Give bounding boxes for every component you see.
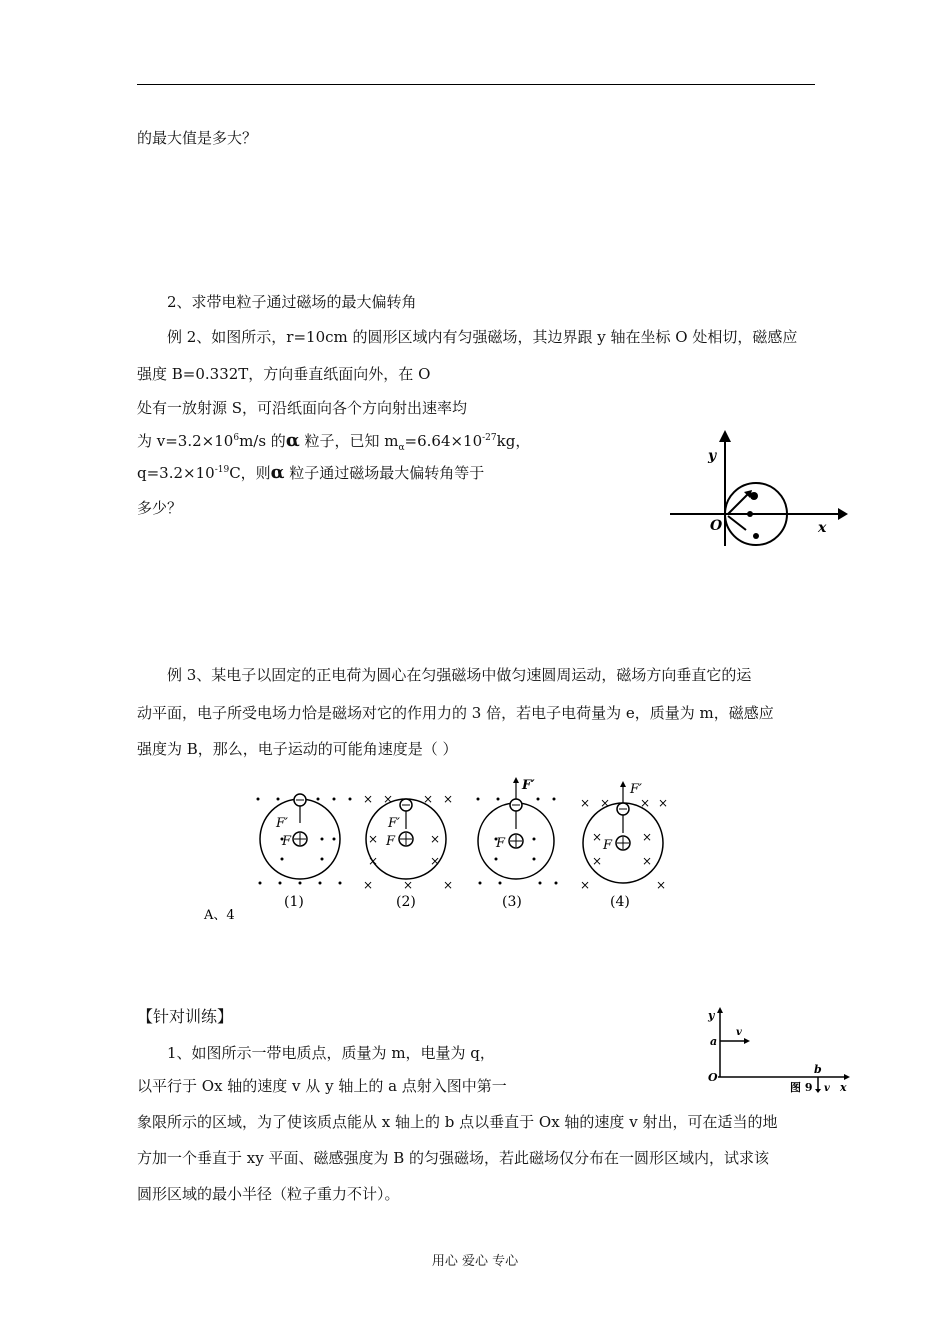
text-run: =6.64×10 [404, 432, 483, 450]
text-run: kg， [496, 432, 531, 450]
superscript: 6 [233, 433, 240, 443]
figure-axes-ab [700, 1005, 860, 1093]
point-b-label: b [814, 1063, 822, 1076]
svg-text:×: × [443, 792, 454, 806]
text-line: 方加一个垂直于 xy 平面、磁感强度为 B 的匀强磁场，若此磁场仅分布在一圆形区域内，试求该 [137, 1149, 770, 1167]
svg-text:×: × [363, 878, 374, 892]
svg-text:×: × [658, 796, 669, 810]
superscript: -27 [482, 433, 497, 443]
svg-text:×: × [640, 796, 651, 810]
svg-text:×: × [368, 854, 379, 868]
x-axis-arrow [844, 1074, 850, 1080]
text-line: 动平面，电子所受电场力恰是磁场对它的作用力的 3 倍，若电子电荷量为 e，质量为 m，磁感应 [137, 704, 774, 722]
point-a-label: a [710, 1035, 718, 1048]
y-axis-arrow [719, 430, 731, 442]
origin-label: O [708, 1071, 718, 1084]
text-line: 1、如图所示一带电质点，质量为 m，电量为 q， [167, 1044, 495, 1062]
text-line: 强度 B=0.332T，方向垂直纸面向外，在 O [137, 365, 431, 383]
option-fragment: A、4 [204, 908, 235, 923]
svg-text:×: × [600, 796, 611, 810]
text-line: 以平行于 Ox 轴的速度 v 从 y 轴上的 a 点射入图中第一 [137, 1077, 507, 1095]
text-line: 多少？ [137, 499, 183, 517]
text-run: 粒子，已知 m [299, 432, 399, 450]
f-label: F [603, 838, 613, 853]
svg-text:×: × [642, 854, 653, 868]
svg-text:×: × [642, 830, 653, 844]
svg-text:×: × [403, 878, 414, 892]
svg-text:×: × [423, 792, 434, 806]
alpha-symbol: α [285, 430, 300, 451]
panel-label: (2) [396, 894, 416, 910]
velocity-arrowhead-b [815, 1089, 821, 1093]
f-label: F [386, 834, 396, 849]
f-prime-label: F′ [522, 778, 535, 793]
text-run: C，则 [229, 464, 271, 482]
text-run: m/s 的 [239, 432, 286, 450]
svg-text:×: × [430, 832, 441, 846]
text-run: 粒子通过磁场最大偏转角等于 [284, 464, 485, 482]
text-line [137, 460, 484, 483]
text-line: 处有一放射源 S，可沿纸面向各个方向射出速率均 [137, 399, 468, 417]
v-label: v [824, 1083, 830, 1093]
text-line: 象限所示的区域，为了使该质点能从 x 轴上的 b 点以垂直于 Ox 轴的速度 v 射出，可在适当的地 [137, 1113, 778, 1131]
text-line: 圆形区域的最小半径（粒子重力不计）。 [137, 1185, 400, 1203]
figure-four-orbits [200, 775, 680, 925]
section-heading: 2、求带电粒子通过磁场的最大偏转角 [167, 293, 417, 311]
svg-text:×: × [363, 792, 374, 806]
svg-text:×: × [656, 878, 667, 892]
field-mark [753, 533, 759, 539]
panel-label: (4) [610, 894, 630, 910]
header-rule [137, 84, 815, 85]
text-run: 为 v=3.2×10 [137, 432, 234, 450]
velocity-arrowhead-a [744, 1038, 750, 1044]
svg-text:×: × [383, 792, 394, 806]
svg-text:×: × [368, 832, 379, 846]
svg-text:×: × [443, 878, 454, 892]
svg-text:×: × [592, 854, 603, 868]
text-run: q=3.2×10 [137, 464, 215, 482]
alpha-symbol: α [270, 462, 285, 483]
y-axis-arrow [717, 1007, 723, 1013]
figure-magnetic-circle [660, 428, 850, 558]
page-footer: 用心 爱心 专心 [431, 1254, 519, 1269]
text-line: 强度为 B，那么，电子运动的可能角速度是（ ） [137, 740, 458, 758]
text-line: 例 3、某电子以固定的正电荷为圆心在匀强磁场中做匀速圆周运动，磁场方向垂直它的运 [167, 666, 752, 684]
text-line [137, 428, 530, 458]
superscript: -19 [214, 465, 230, 475]
y-label: y [708, 1009, 715, 1022]
panel-label: (1) [284, 894, 304, 910]
svg-text:×: × [580, 878, 591, 892]
text-line: 例 2、如图所示，r=10cm 的圆形区域内有匀强磁场，其边界跟 y 轴在坐标 O 处相切，磁感应 [167, 328, 798, 346]
orbit-panel-3 [477, 777, 558, 910]
f-label: F [496, 836, 506, 851]
field-mark [750, 492, 758, 500]
x-label: x [840, 1081, 847, 1093]
figure-caption: 图 9 [790, 1081, 813, 1093]
x-label: x [818, 520, 827, 536]
y-label: y [708, 448, 717, 464]
trajectory-arrow [728, 516, 746, 530]
v-label: v [736, 1027, 742, 1038]
f-prime-label: F′ [388, 816, 400, 831]
origin-label: O [710, 518, 723, 534]
orbit-panel-2 [363, 792, 453, 910]
f-prime-label: F′ [276, 816, 288, 831]
subscript: α [398, 443, 405, 453]
orbit-panel-4 [580, 781, 668, 910]
panel-label: (3) [502, 894, 522, 910]
svg-text:×: × [592, 830, 603, 844]
f-label: F [282, 834, 292, 849]
svg-text:×: × [580, 796, 591, 810]
x-axis-arrow [838, 508, 848, 520]
text-line: 的最大值是多大？ [137, 129, 258, 147]
f-prime-label: F′ [630, 782, 642, 797]
orbit-panel-1 [257, 794, 352, 910]
field-mark [747, 511, 753, 517]
section-heading: 【针对训练】 [137, 1007, 234, 1026]
svg-text:×: × [430, 854, 441, 868]
